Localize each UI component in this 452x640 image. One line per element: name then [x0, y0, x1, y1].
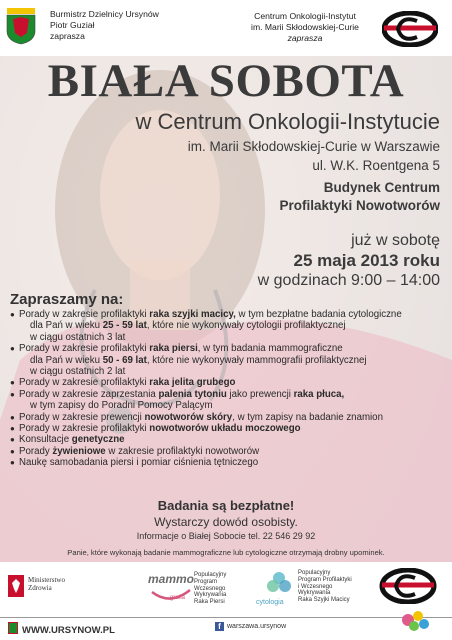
- service-item-continuation: w ciągu ostatnich 2 lat: [30, 366, 126, 378]
- service-item: [10, 377, 446, 388]
- building-line-2: Profilaktyki Nowotworów: [279, 198, 440, 213]
- service-highlight: raka szyjki macicy,: [149, 309, 236, 320]
- service-item: [10, 389, 446, 400]
- ursynow-crest-icon: [6, 7, 36, 45]
- service-highlight: palenia tytoniu: [158, 388, 227, 400]
- mammografia-logo: mammo: [148, 572, 195, 586]
- service-text: , w tym zapisy na badanie znamion: [232, 411, 383, 423]
- institute-line-1: Centrum Onkologii-Instytut: [254, 11, 356, 21]
- ursynow-small-icon: [8, 622, 18, 634]
- page-title: BIAŁA SOBOTA: [47, 55, 405, 107]
- mayor-invitation: [50, 9, 159, 42]
- service-item-continuation: w tym zapisy do Poradni Pomocy Palącym: [30, 400, 213, 412]
- ministry-name: [28, 576, 65, 592]
- service-highlight: żywieniowe: [52, 445, 106, 457]
- mayor-line-2: Piotr Guział: [50, 20, 95, 30]
- service-text: Naukę samobadania piersi i pomiar ciśnienia tętniczego: [19, 457, 259, 469]
- service-highlight: raka piersi: [149, 343, 198, 355]
- gift-note: Panie, które wykonają badanie mammograficzne lub cytologiczne otrzymają drobny upominek.: [67, 548, 385, 557]
- service-highlight: nowotworów skóry: [144, 411, 233, 423]
- mayor-line-3: zaprasza: [50, 31, 85, 41]
- mayor-line-1: Burmistrz Dzielnicy Ursynów: [50, 9, 159, 19]
- service-text: dla Pań w wieku: [30, 354, 103, 366]
- invite-heading: Zapraszamy na:: [10, 291, 124, 308]
- service-text: Porady w zakresie profilaktyki: [19, 343, 150, 355]
- service-text: w tym bezpłatne badania cytologiczne: [235, 309, 402, 320]
- service-highlight: raka płuca,: [293, 388, 345, 400]
- program2-line-1: Populacyjny: [298, 570, 331, 576]
- services-list: [10, 309, 446, 469]
- service-text: Porady w zakresie profilaktyki: [19, 309, 150, 320]
- program2-line-4: Wykrywania: [298, 590, 331, 597]
- website-url: WWW.URSYNOW.PL: [22, 625, 115, 636]
- service-highlight: genetyczne: [71, 434, 125, 446]
- phone-info: Informacje o Białej Sobocie tel. 22 546 29 92: [136, 531, 316, 541]
- service-item: [10, 412, 446, 423]
- mammografia-sub: grafia: [170, 595, 186, 601]
- facebook-handle: warszawa.ursynow: [227, 623, 287, 630]
- building-name: [279, 179, 440, 215]
- service-text: , w tym badania mammograficzne: [197, 343, 343, 355]
- oncology-center-footer-logo: [378, 568, 438, 604]
- institute-line-2: im. Marii Skłodowskiej-Curie: [251, 22, 359, 32]
- program1-line-3: Wczesnego: [194, 585, 226, 592]
- service-text: Porady: [19, 445, 53, 457]
- facebook-link[interactable]: [215, 622, 286, 631]
- service-item-continuation: [10, 355, 446, 366]
- service-highlight: 50 - 69 lat: [102, 354, 147, 366]
- subtitle-institute: w Centrum Onkologii-Instytucie: [135, 109, 440, 134]
- program2-line-2: Program Profilaktyki: [298, 576, 352, 583]
- service-item-continuation: [10, 320, 446, 331]
- program1-line-1: Populacyjny: [194, 572, 227, 578]
- service-text: Porady w zakresie profilaktyki: [19, 377, 150, 389]
- service-item: [10, 434, 446, 445]
- address: ul. W.K. Roentgena 5: [312, 158, 440, 173]
- service-item: [10, 446, 446, 457]
- program2-line-3: i Wczesnego: [298, 583, 333, 590]
- building-line-1: Budynek Centrum: [323, 180, 440, 195]
- service-highlight: nowotworów układu moczowego: [149, 423, 301, 435]
- cytologia-flower-icon: [264, 568, 294, 598]
- service-text: Konsultacje: [19, 434, 72, 446]
- oncology-center-logo: [382, 11, 438, 47]
- facebook-icon: f: [215, 622, 224, 631]
- service-item-continuation: w ciągu ostatnich 3 lat: [30, 331, 126, 343]
- service-text: , które nie wykonywały mammografii profilaktycznej: [146, 354, 367, 366]
- subtitle-name: im. Marii Skłodowskiej-Curie w Warszawie: [187, 139, 440, 154]
- ministry-line-2: Zdrowia: [28, 584, 52, 592]
- service-text: , które nie wykonywały cytologii profilaktycznej: [146, 320, 346, 332]
- ministry-eagle-icon: [8, 575, 24, 597]
- event-date: 25 maja 2013 roku: [293, 251, 440, 270]
- service-text: dla Pań w wieku: [30, 320, 103, 332]
- service-highlight: 25 - 59 lat: [102, 320, 147, 332]
- website-link[interactable]: [8, 622, 115, 636]
- ursynow-flower-logo: [396, 608, 436, 636]
- program2-line-5: Raka Szyjki Macicy: [298, 597, 350, 604]
- service-text: jako prewencji: [226, 388, 294, 400]
- program1-line-2: Program: [194, 578, 218, 585]
- program1-line-4: Wykrywania: [194, 592, 227, 599]
- service-item: [10, 343, 446, 354]
- event-hours: w godzinach 9:00 – 14:00: [257, 272, 440, 289]
- cervical-program-text: [298, 570, 352, 604]
- service-item: [10, 309, 446, 320]
- institute-line-3: zaprasza: [287, 33, 323, 43]
- footer-divider: [0, 617, 452, 618]
- ministry-line-1: Ministerstwo: [28, 576, 65, 584]
- service-text: Porady w zakresie prewencji: [19, 411, 145, 423]
- cytologia-logo: cytologia: [256, 599, 284, 606]
- service-item: [10, 457, 446, 468]
- service-text: Porady w zakresie zaprzestania: [19, 388, 159, 400]
- free-notice: Badania są bezpłatne!: [157, 498, 295, 513]
- breast-program-text: [194, 572, 226, 606]
- date-intro: już w sobotę: [351, 232, 440, 249]
- service-text: w zakresie profilaktyki nowotworów: [105, 445, 260, 457]
- service-text: Porady w zakresie profilaktyki: [19, 423, 150, 435]
- institute-invitation: [232, 11, 378, 44]
- id-notice: Wystarczy dowód osobisty.: [154, 515, 298, 529]
- service-item: [10, 423, 446, 434]
- service-highlight: raka jelita grubego: [149, 377, 236, 389]
- program1-line-5: Raka Piersi: [194, 599, 225, 606]
